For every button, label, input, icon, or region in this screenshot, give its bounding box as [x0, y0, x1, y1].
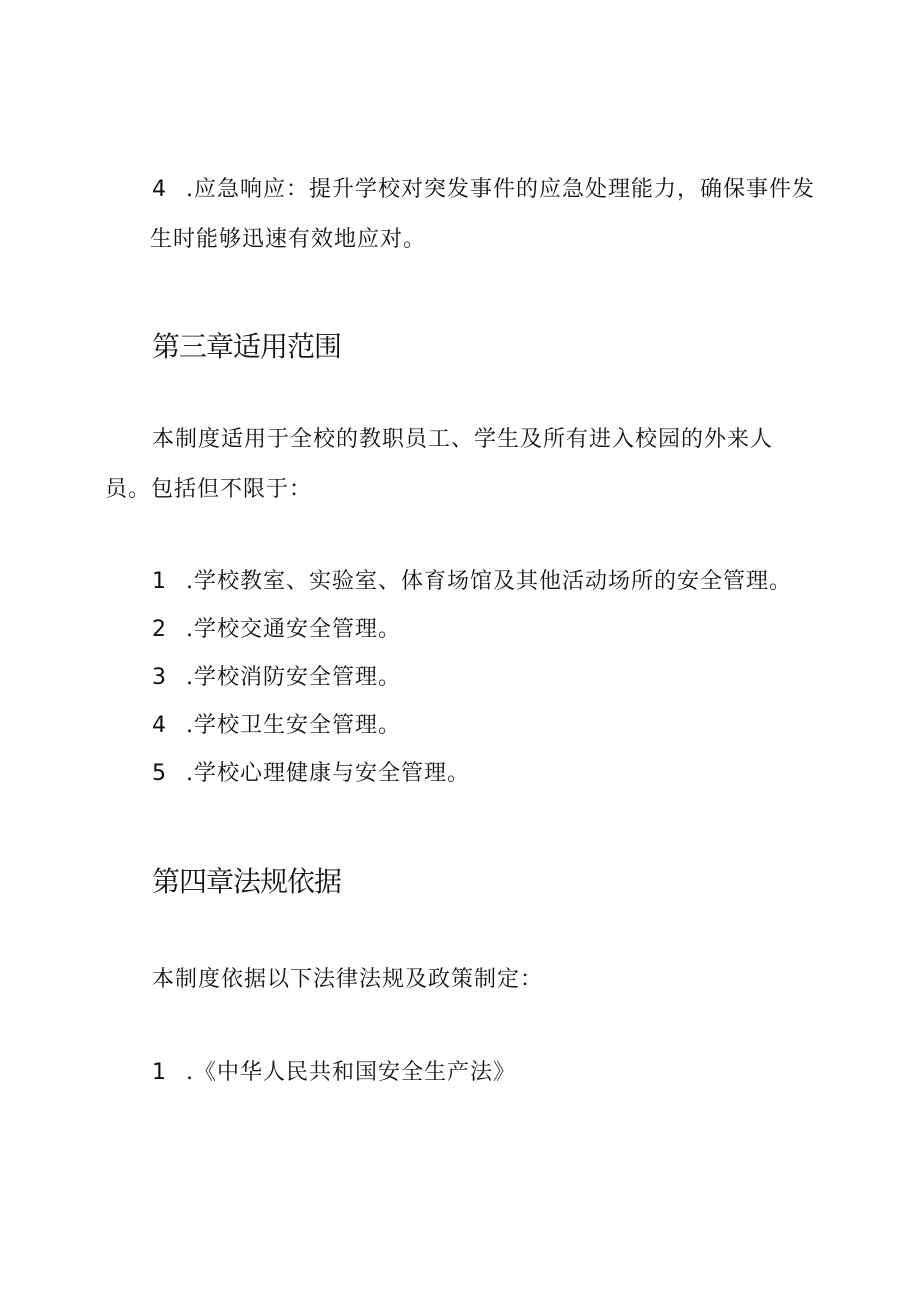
- list-number: 3: [152, 665, 167, 690]
- list-text: .学校消防安全管理。: [186, 665, 401, 690]
- chapter3-intro-line2: 员。包括但不限于：: [105, 477, 313, 502]
- chapter4-item-1: [152, 1058, 516, 1088]
- chapter4-title: 第四章法规依据: [152, 865, 342, 898]
- list-text: .学校交通安全管理。: [186, 617, 401, 642]
- chapter3-item-2: [152, 615, 401, 645]
- chapter3-item-4: [152, 711, 401, 741]
- list-number: 2: [152, 617, 167, 642]
- list-text: .《中华人民共和国安全生产法》: [186, 1060, 516, 1085]
- chapter3-item-5: [152, 759, 470, 789]
- list-number: 1: [152, 1060, 167, 1085]
- chapter3-item-1: [152, 567, 792, 597]
- list-number: 4: [152, 713, 167, 738]
- chapter3-title: 第三章适用范围: [152, 330, 342, 363]
- chapter3-intro-line1: 本制度适用于全校的教职员工、学生及所有进入校园的外来人: [152, 427, 774, 452]
- section2-item-4: [152, 165, 817, 265]
- list-text: .应急响应：提升学校对突发事件的应急处理能力，确保事件发: [186, 177, 815, 202]
- section2-item-4-line2: 生时能够迅速有效地应对。: [150, 227, 427, 252]
- list-number: 4: [152, 177, 167, 202]
- chapter3-intro: [105, 415, 817, 515]
- chapter4-intro: 本制度依据以下法律法规及政策制定：: [152, 967, 544, 992]
- list-number: 5: [152, 761, 167, 786]
- section2-item-4-line1: [152, 165, 817, 215]
- chapter3-item-3: [152, 663, 401, 693]
- list-text: .学校教室、实验室、体育场馆及其他活动场所的安全管理。: [186, 569, 792, 594]
- list-text: .学校卫生安全管理。: [186, 713, 401, 738]
- list-text: .学校心理健康与安全管理。: [186, 761, 470, 786]
- list-number: 1: [152, 569, 167, 594]
